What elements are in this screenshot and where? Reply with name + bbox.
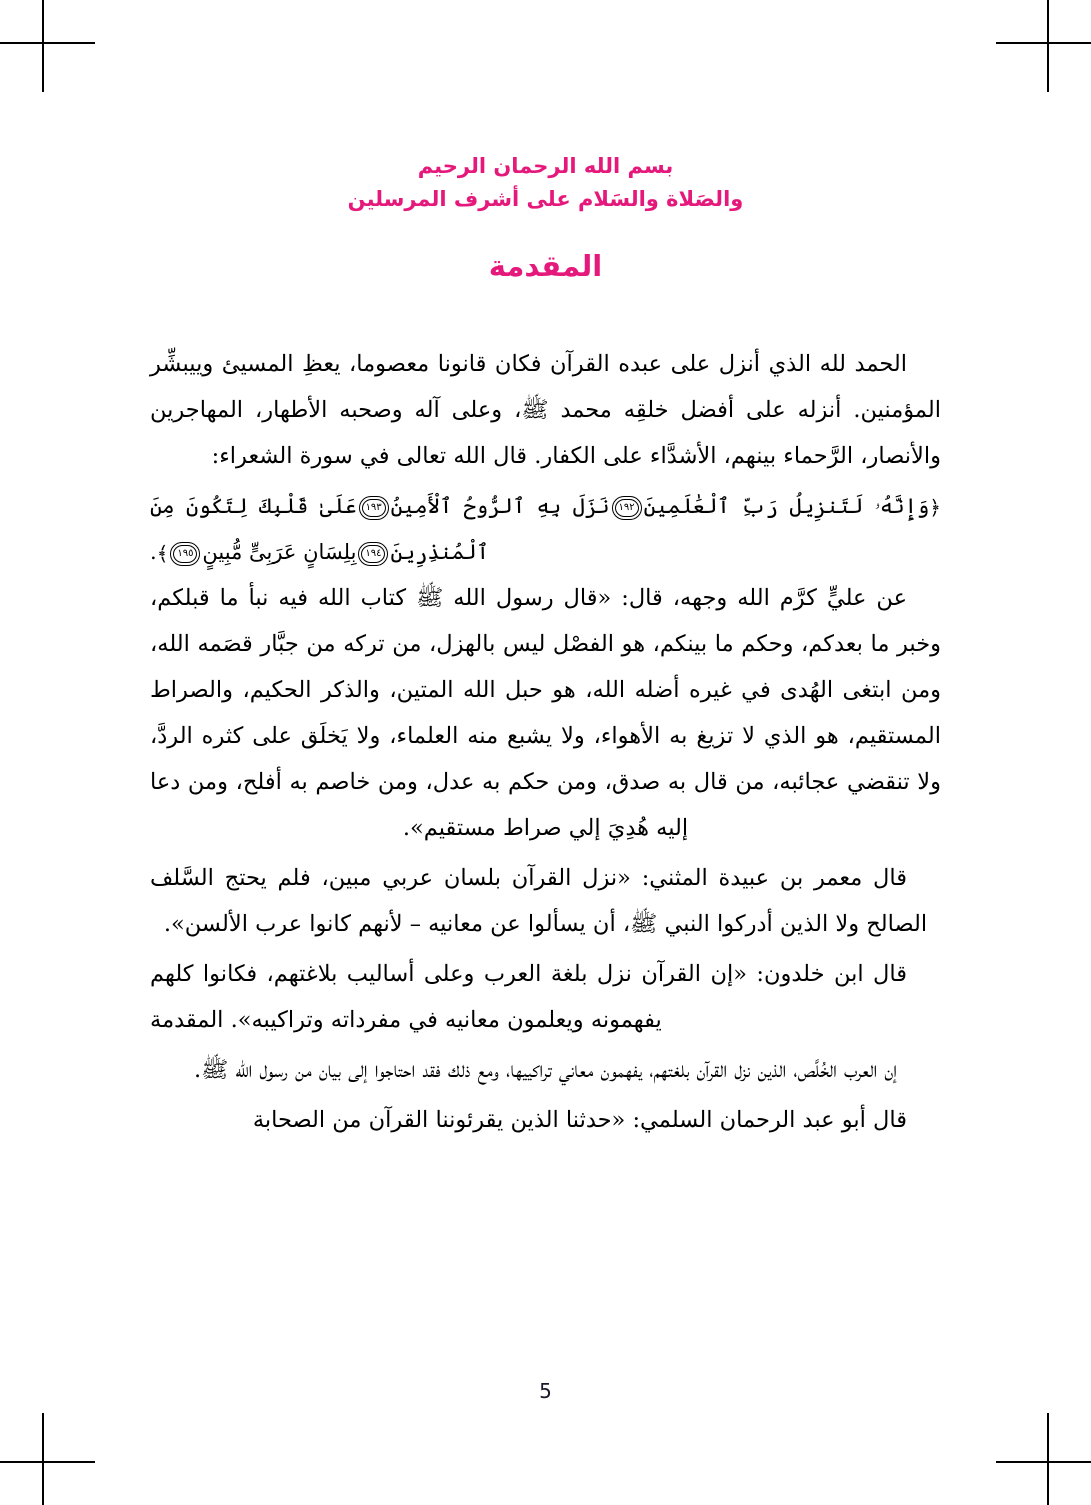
ayah-193-text: نَزَلَ بِهِ ٱلرُّوحُ ٱلْأَمِينُ: [390, 494, 610, 519]
ayah-194-text: عَلَىٰ قَلْبِكَ لِتَكُونَ مِنَ ٱلْمُنذِرِينَ: [150, 494, 489, 565]
crop-mark-top-left-horizontal: [0, 42, 95, 44]
ayah-number-193-marker: [359, 496, 389, 520]
crop-mark-top-right-vertical: [1047, 0, 1049, 92]
paragraph-praise-part-b: ، وعلى آله وصحبه الأطهار، المهاجرين والأنصار، الرَّحماء بينهم، الأشدَّاء على الكفار. قال الله تعالى في سورة الشعراء:: [150, 397, 941, 470]
paragraph-pure-arabs-part-a: إن العرب الخُلَّص، الذين نزل القرآن بلغتهم، يفهمون معاني تراكييها، ومع ذلك فقد احتاجوا إلى بيان من رسول الله: [228, 1057, 898, 1084]
page-number: 5: [539, 1379, 552, 1403]
crop-mark-top-left-vertical: [42, 0, 44, 92]
ayah-195-text: بِلِسَانٍ عَرَبِىٍّ مُّبِينٍ: [202, 540, 357, 565]
section-title: المقدمة: [488, 249, 603, 284]
paragraph-pure-arabs: [150, 1047, 941, 1093]
ayah-number-194-marker: [358, 542, 388, 566]
ayah-number-192-marker: [612, 496, 642, 520]
ayah-number-192-label: ١٩٢: [618, 501, 635, 513]
page-heading: [150, 150, 941, 283]
ornament-close-bracket-icon: ﴾: [156, 541, 169, 566]
paragraph-ibn-khaldun: [150, 951, 941, 1043]
ayah-number-194-label: ١٩٤: [365, 547, 382, 559]
paragraph-hadith-ali: [150, 575, 941, 851]
paragraph-ibn-khaldun-text: قال ابن خلدون: «إن القرآن نزل بلغة العرب وعلى أساليب بلاغتهم، فكانوا كلهم يفهمونه ويعلمون معانيه في مفرداته وتراكيبه». المقدمة: [150, 961, 907, 1034]
paragraph-maamar-part-b: ، أن يسألوا عن معانيه – لأنهم كانوا عرب الألسن».: [163, 911, 631, 938]
paragraph-hadith-ali-part-b: كتاب الله فيه نبأ ما قبلكم، وخبر ما بعدكم، وحكم ما بينكم، هو الفصْل ليس بالهزل، من تركه من جبَّار قصَمه الله، ومن ابتغى الهُدى في غيره أضله الله، هو حبل الله المتين، والذكر الحكيم، والصراط المستقيم، هو الذي لا تزيغ به الأهواء، ولا يشبع منه العلماء، ولا يَخلَق على كثره الردَّ، ولا تنقضي عجائبه، من قال به صدق، ومن حكم به عدل، ومن خاصم به أفلح، ومن دعا إليه هُدِيَ إلي صراط مستقيم».: [150, 585, 941, 842]
ayah-number-195-label: ١٩٥: [177, 547, 194, 559]
paragraph-maamar-part-a: قال معمر بن عبيدة المثني: «نزل القرآن بلسان عربي مبين، فلم يحتج السَّلف الصالح ولا الذين أدركوا النبي: [150, 865, 928, 938]
paragraph-sulami-text: قال أبو عبد الرحمان السلمي: «حدثنا الذين يقرئوننا القرآن من الصحابة: [252, 1107, 907, 1134]
sallallahu-alayhi-wasallam-icon: ﷺ: [201, 1057, 229, 1084]
crop-mark-bottom-right-horizontal: [996, 1461, 1091, 1463]
quran-quote-trailing-punctuation: .: [150, 540, 157, 565]
crop-mark-bottom-right-vertical: [1047, 1413, 1049, 1505]
paragraph-praise-part-a: الحمد لله الذي أنزل على عبده القرآن فكان قانونا معصوما، يعظِ المسيئ وييبشِّر المؤمنين. أنزله على أفضل خلقِه محمد: [150, 351, 942, 424]
sallallahu-alayhi-wasallam-icon: ﷺ: [521, 397, 549, 424]
crop-mark-top-right-horizontal: [996, 42, 1091, 44]
ayah-number-195-marker: [170, 542, 200, 566]
paragraph-maamar-ibn-ubaida: [150, 855, 941, 947]
paragraph-hadith-ali-part-a: عن عليٍّ كرَّم الله وجهه، قال: «قال رسول الله: [443, 585, 907, 612]
sallallahu-alayhi-wasallam-icon: ﷺ: [630, 911, 658, 938]
sallallahu-alayhi-wasallam-icon: ﷺ: [416, 585, 444, 612]
paragraph-abu-abdurrahman-sulami: [150, 1097, 941, 1143]
basmala-line-1: بسم الله الرحمان الرحيم: [417, 154, 674, 178]
ornament-open-bracket-icon: ﴿: [929, 495, 941, 520]
crop-mark-bottom-left-vertical: [42, 1413, 44, 1505]
paragraph-pure-arabs-part-b: .: [193, 1057, 202, 1084]
paragraph-praise: [150, 341, 941, 479]
quran-quotation: [150, 483, 941, 575]
crop-mark-bottom-left-horizontal: [0, 1461, 95, 1463]
ayah-number-193-label: ١٩٣: [365, 501, 382, 513]
basmala-line-2: والصَلاة والسَلام على أشرف المرسلين: [347, 186, 744, 211]
ayah-192-text: وَإِنَّهُۥ لَتَنزِيلُ رَبِّ ٱلْعَٰلَمِينَ: [643, 494, 930, 519]
page-content: [150, 150, 941, 1147]
